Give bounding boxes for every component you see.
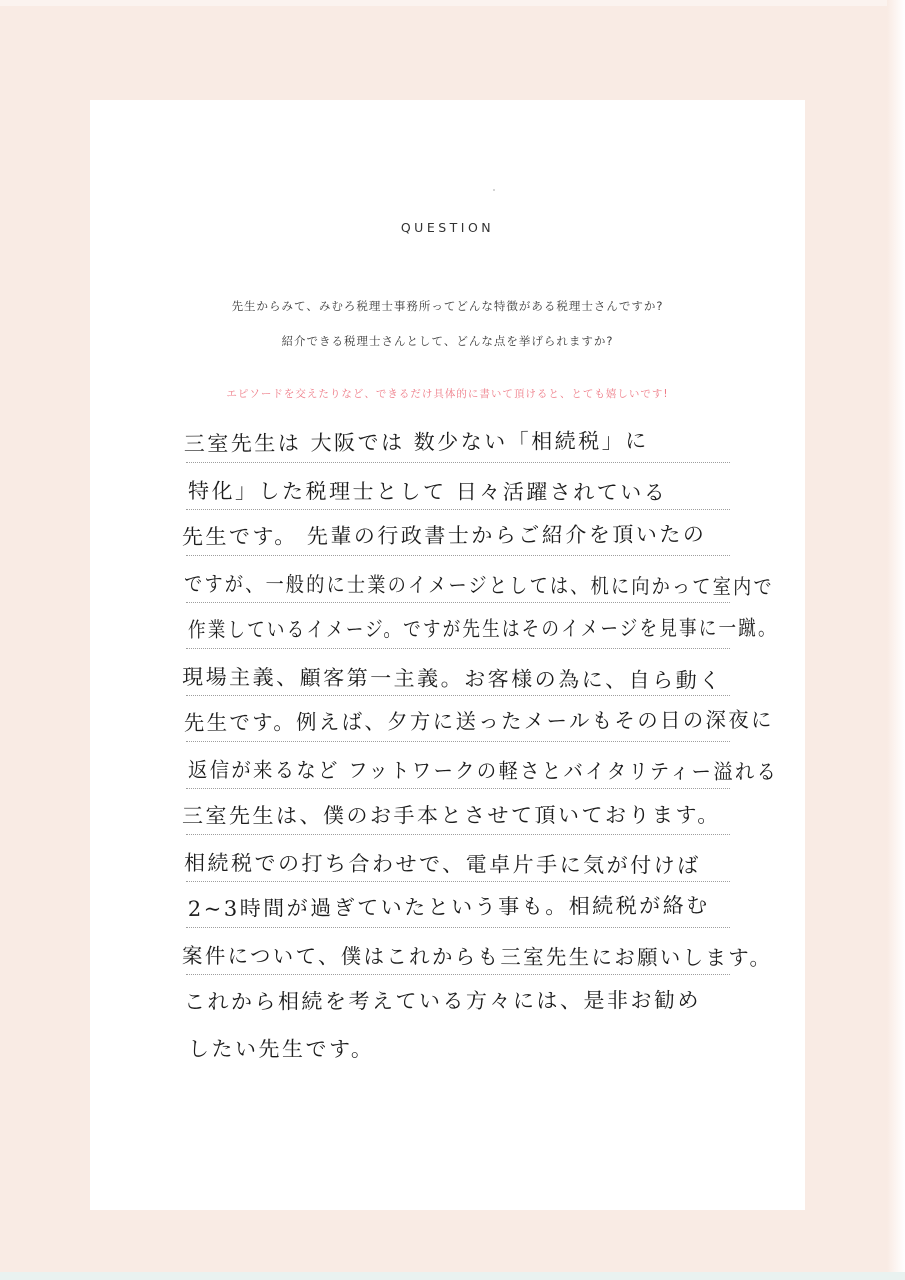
answer-line-11: 2~3時間が過ぎていたという事も。相続税が絡む <box>187 893 710 922</box>
scan-border-bottom <box>0 1272 905 1280</box>
answer-line-1: 三室先生は 大阪では 数少ない「相続税」に <box>183 428 649 457</box>
answer-line-7: 先生です。例えば、夕方に送ったメールもその日の深夜に <box>183 707 774 736</box>
answer-line-13: これから相続を考えている方々には、是非お勧め <box>183 988 701 1015</box>
answer-line-6: 現場主義、顧客第一主義。お客様の為に、自ら動く <box>182 664 723 693</box>
ruled-line <box>186 741 730 742</box>
answer-line-10: 相続税での打ち合わせで、電卓片手に気が付けば <box>184 850 701 878</box>
center-mark <box>493 189 495 191</box>
scan-border-top <box>0 0 905 6</box>
ruled-line <box>186 927 730 928</box>
answer-line-8: 返信が来るなど フットワークの軽さとバイタリティー溢れる <box>188 757 779 784</box>
question-prompt-line-2: 紹介できる税理士さんとして、どんな点を挙げられますか? <box>281 334 614 348</box>
ruled-line <box>186 555 730 556</box>
answer-line-12: 案件について、僕はこれからも三室先生にお願いします。 <box>182 943 773 970</box>
ruled-line <box>186 648 730 649</box>
answer-line-2: 特化」した税理士として 日々活躍されている <box>188 478 668 505</box>
question-prompt-line-1: 先生からみて、みむろ税理士事務所ってどんな特徴がある税理士さんですか? <box>231 299 664 313</box>
answer-line-5: 作業しているイメージ。ですが先生はそのイメージを見事に一蹴。 <box>187 615 778 642</box>
answer-line-14: したい先生です。 <box>188 1036 375 1061</box>
question-heading: QUESTION <box>400 220 495 235</box>
ruled-line <box>186 834 730 835</box>
ruled-line <box>186 462 730 463</box>
answer-line-4: ですが、一般的に士業のイメージとしては、机に向かって室内で <box>184 571 774 599</box>
answer-line-9: 三室先生は、僕のお手本とさせて頂いております。 <box>181 803 721 828</box>
scan-border-right <box>887 0 905 1280</box>
request-note: エピソードを交えたりなど、できるだけ具体的に書いて頂けると、とても嬉しいです! <box>226 388 669 400</box>
questionnaire-sheet <box>90 100 805 1210</box>
answer-line-3: 先生です。 先輩の行政書士からご紹介を頂いたの <box>181 522 707 550</box>
